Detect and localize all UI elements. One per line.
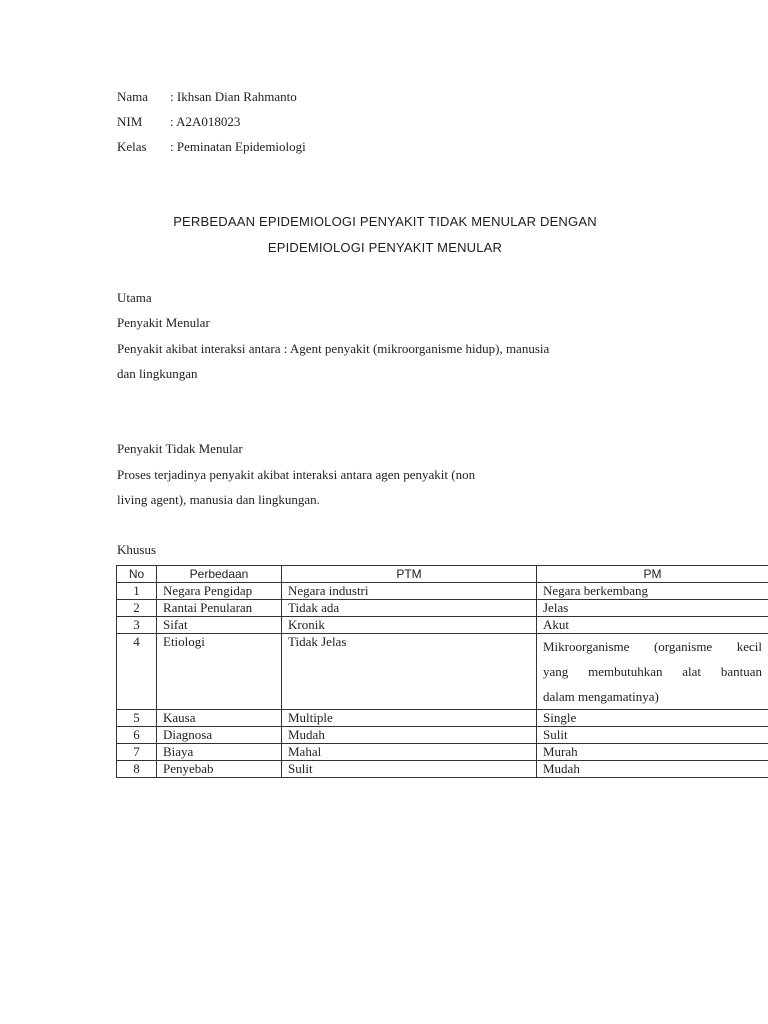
kelas-value: : Peminatan Epidemiologi (170, 139, 306, 154)
table-row (117, 744, 768, 761)
table-row (117, 727, 768, 744)
cell-perbedaan: Rantai Penularan (157, 600, 282, 617)
cell-pm-line: yang membutuhkan alat bantuan (543, 664, 762, 679)
cell-perbedaan: Etiologi (157, 634, 282, 710)
cell-ptm: Sulit (282, 761, 537, 778)
cell-no: 8 (117, 761, 157, 778)
cell-ptm: Kronik (282, 617, 537, 634)
cell-no: 5 (117, 710, 157, 727)
cell-pm: Single (537, 710, 768, 727)
nama-row (117, 88, 297, 106)
cell-perbedaan: Biaya (157, 744, 282, 761)
cell-perbedaan: Kausa (157, 710, 282, 727)
header-ptm: PTM (282, 566, 537, 583)
cell-ptm: Tidak ada (282, 600, 537, 617)
cell-ptm: Tidak Jelas (282, 634, 537, 710)
nim-row (117, 113, 240, 131)
nim-value: : A2A018023 (170, 114, 240, 129)
nim-label: NIM (117, 114, 143, 129)
cell-pm: Mudah (537, 761, 768, 778)
cell-no: 6 (117, 727, 157, 744)
cell-pm: Negara berkembang (537, 583, 768, 600)
table-row (117, 761, 768, 778)
header-perbedaan: Perbedaan (157, 566, 282, 583)
cell-pm (537, 634, 768, 710)
kelas-row (117, 138, 306, 156)
comparison-table (116, 565, 768, 778)
table-row (117, 634, 768, 710)
cell-ptm: Negara industri (282, 583, 537, 600)
document-title-line-2: EPIDEMIOLOGI PENYAKIT MENULAR (267, 240, 503, 255)
table-header-row (117, 566, 768, 583)
cell-pm: Akut (537, 617, 768, 634)
table-row (117, 617, 768, 634)
cell-no: 1 (117, 583, 157, 600)
table-row (117, 710, 768, 727)
pm-description-line-1: Penyakit akibat interaksi antara : Agent penyakit (mikroorganisme hidup), manusia (117, 341, 550, 356)
ptm-heading: Penyakit Tidak Menular (117, 441, 243, 456)
pm-description-line-2: dan lingkungan (117, 366, 198, 381)
header-no: No (117, 566, 157, 583)
ptm-description-line-1: Proses terjadinya penyakit akibat interaksi antara agen penyakit (non (117, 467, 476, 482)
document-title-line-1: PERBEDAAN EPIDEMIOLOGI PENYAKIT TIDAK MENULAR DENGAN (173, 214, 597, 229)
nama-value: : Ikhsan Dian Rahmanto (170, 89, 297, 104)
cell-no: 3 (117, 617, 157, 634)
nama-label: Nama (117, 89, 149, 104)
cell-perbedaan: Diagnosa (157, 727, 282, 744)
table-row (117, 600, 768, 617)
cell-pm-line: dalam mengamatinya) (543, 689, 659, 704)
cell-no: 2 (117, 600, 157, 617)
cell-pm: Jelas (537, 600, 768, 617)
cell-no: 4 (117, 634, 157, 710)
header-pm: PM (537, 566, 768, 583)
cell-ptm: Multiple (282, 710, 537, 727)
utama-heading: Utama (117, 290, 152, 305)
cell-pm-line: Mikroorganisme (organisme kecil (543, 639, 762, 654)
cell-perbedaan: Sifat (157, 617, 282, 634)
pm-heading: Penyakit Menular (117, 315, 210, 330)
table-row (117, 583, 768, 600)
kelas-label: Kelas (117, 139, 147, 154)
cell-ptm: Mahal (282, 744, 537, 761)
ptm-description-line-2: living agent), manusia dan lingkungan. (117, 492, 320, 507)
cell-perbedaan: Negara Pengidap (157, 583, 282, 600)
khusus-heading: Khusus (117, 542, 157, 557)
cell-perbedaan: Penyebab (157, 761, 282, 778)
cell-no: 7 (117, 744, 157, 761)
cell-pm: Murah (537, 744, 768, 761)
cell-ptm: Mudah (282, 727, 537, 744)
cell-pm: Sulit (537, 727, 768, 744)
